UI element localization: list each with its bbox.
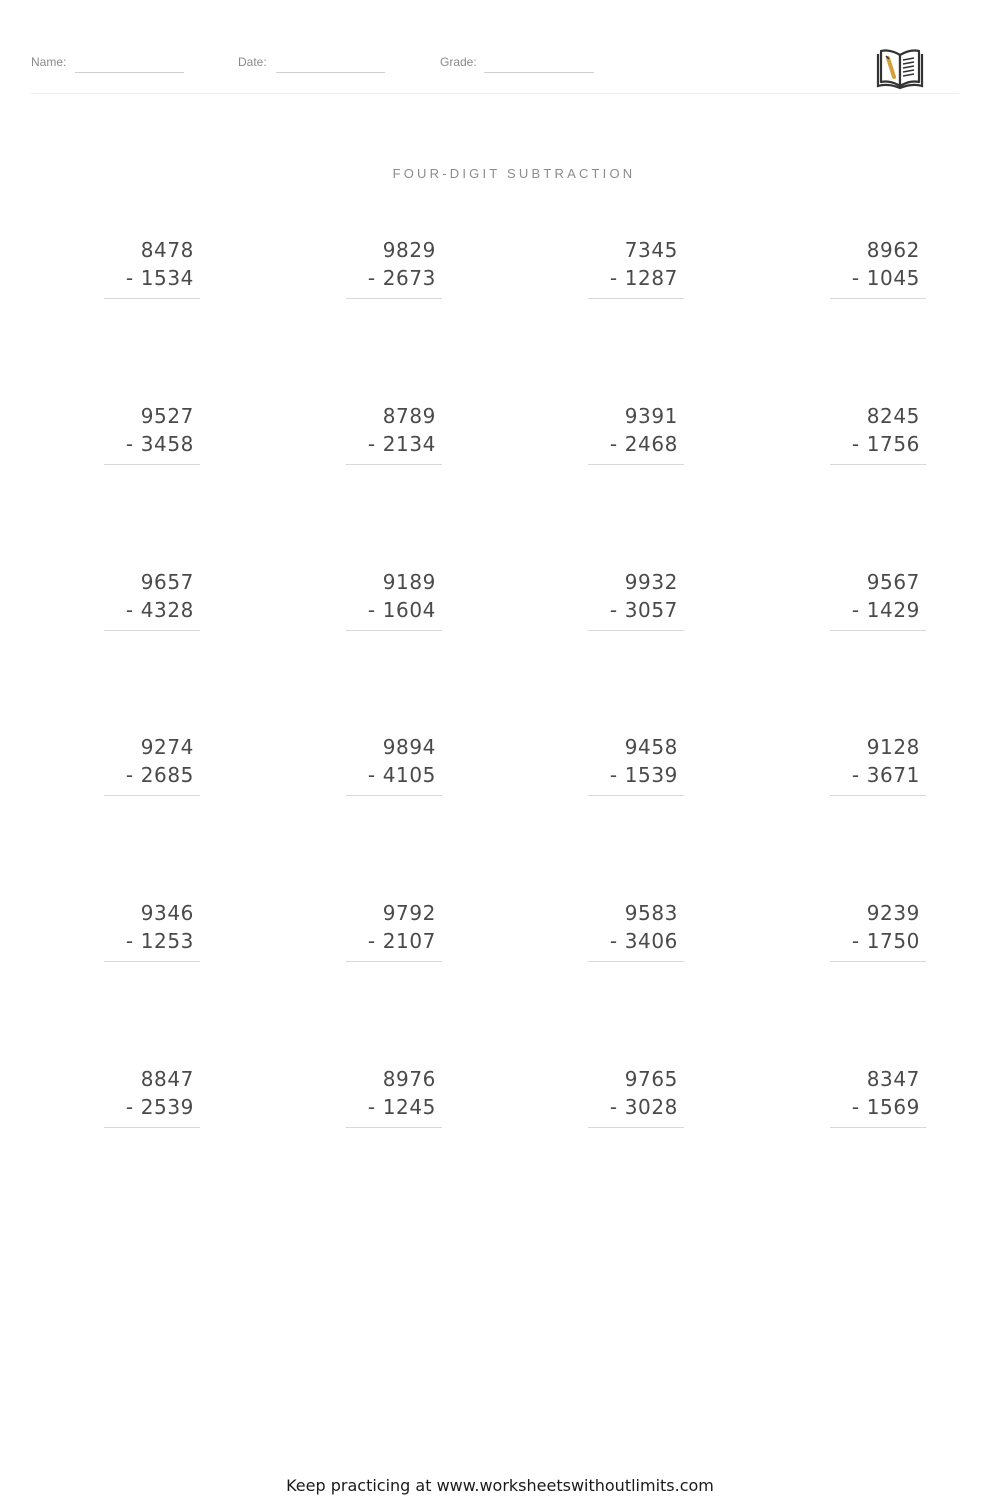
minuend: 8245 (866, 404, 920, 428)
subtrahend: - 1569 (851, 1095, 920, 1119)
answer-line[interactable] (830, 464, 926, 465)
subtraction-problem (104, 404, 200, 474)
subtraction-problem (346, 1067, 442, 1137)
subtraction-problem (104, 1067, 200, 1137)
subtraction-problem (104, 735, 200, 805)
subtraction-problem (588, 901, 684, 971)
minuend: 9567 (866, 570, 920, 594)
answer-line[interactable] (588, 630, 684, 631)
minuend: 9458 (624, 735, 678, 759)
subtraction-problem (830, 1067, 926, 1137)
answer-line[interactable] (830, 298, 926, 299)
subtraction-problem (346, 901, 442, 971)
answer-line[interactable] (346, 464, 442, 465)
answer-line[interactable] (104, 298, 200, 299)
minuend: 9765 (624, 1067, 678, 1091)
subtrahend: - 2685 (125, 763, 194, 787)
subtraction-problem (588, 238, 684, 308)
minuend: 9583 (624, 901, 678, 925)
subtrahend: - 1253 (125, 929, 194, 953)
answer-line[interactable] (104, 1127, 200, 1128)
subtraction-problem (830, 735, 926, 805)
subtrahend: - 3028 (609, 1095, 678, 1119)
worksheet-title: FOUR-DIGIT SUBTRACTION (392, 166, 636, 181)
minuend: 8347 (866, 1067, 920, 1091)
subtraction-problem (346, 735, 442, 805)
subtrahend: - 1045 (851, 266, 920, 290)
subtraction-problem (830, 238, 926, 308)
subtrahend: - 1245 (367, 1095, 436, 1119)
subtrahend: - 3671 (851, 763, 920, 787)
answer-line[interactable] (830, 795, 926, 796)
minuend: 9239 (866, 901, 920, 925)
answer-line[interactable] (104, 464, 200, 465)
answer-line[interactable] (104, 630, 200, 631)
subtrahend: - 2673 (367, 266, 436, 290)
subtrahend: - 4105 (367, 763, 436, 787)
minuend: 9128 (866, 735, 920, 759)
subtraction-problem (830, 570, 926, 640)
subtraction-problem (830, 901, 926, 971)
subtrahend: - 1750 (851, 929, 920, 953)
minuend: 8962 (866, 238, 920, 262)
answer-line[interactable] (588, 795, 684, 796)
answer-line[interactable] (346, 961, 442, 962)
subtraction-problem (104, 570, 200, 640)
subtraction-problem (588, 735, 684, 805)
footer-text: Keep practicing at www.worksheetswithoutlimits.com (286, 1476, 714, 1495)
subtrahend: - 1534 (125, 266, 194, 290)
subtrahend: - 3057 (609, 598, 678, 622)
subtraction-problem (588, 404, 684, 474)
subtraction-problem (346, 238, 442, 308)
subtrahend: - 2134 (367, 432, 436, 456)
subtraction-problem (588, 570, 684, 640)
minuend: 9189 (382, 570, 436, 594)
subtrahend: - 3406 (609, 929, 678, 953)
grade-label: Grade: (440, 55, 477, 69)
answer-line[interactable] (346, 795, 442, 796)
subtraction-problem (104, 901, 200, 971)
minuend: 9527 (140, 404, 194, 428)
answer-line[interactable] (104, 795, 200, 796)
minuend: 9274 (140, 735, 194, 759)
answer-line[interactable] (588, 961, 684, 962)
answer-line[interactable] (588, 298, 684, 299)
subtraction-problem (346, 570, 442, 640)
answer-line[interactable] (830, 630, 926, 631)
answer-line[interactable] (104, 961, 200, 962)
minuend: 9894 (382, 735, 436, 759)
answer-line[interactable] (830, 1127, 926, 1128)
answer-line[interactable] (588, 1127, 684, 1128)
answer-line[interactable] (830, 961, 926, 962)
subtraction-problem (830, 404, 926, 474)
subtrahend: - 1756 (851, 432, 920, 456)
subtrahend: - 2107 (367, 929, 436, 953)
date-label: Date: (238, 55, 267, 69)
subtrahend: - 1287 (609, 266, 678, 290)
answer-line[interactable] (346, 1127, 442, 1128)
minuend: 8789 (382, 404, 436, 428)
subtraction-problem (104, 238, 200, 308)
minuend: 7345 (624, 238, 678, 262)
minuend: 9932 (624, 570, 678, 594)
subtrahend: - 1429 (851, 598, 920, 622)
minuend: 9657 (140, 570, 194, 594)
subtraction-problem (588, 1067, 684, 1137)
subtrahend: - 3458 (125, 432, 194, 456)
minuend: 9346 (140, 901, 194, 925)
subtrahend: - 2539 (125, 1095, 194, 1119)
subtrahend: - 2468 (609, 432, 678, 456)
minuend: 9829 (382, 238, 436, 262)
minuend: 8478 (140, 238, 194, 262)
answer-line[interactable] (346, 630, 442, 631)
minuend: 9391 (624, 404, 678, 428)
answer-line[interactable] (346, 298, 442, 299)
subtrahend: - 1539 (609, 763, 678, 787)
subtrahend: - 1604 (367, 598, 436, 622)
subtrahend: - 4328 (125, 598, 194, 622)
name-label: Name: (31, 55, 67, 69)
minuend: 8847 (140, 1067, 194, 1091)
subtraction-problem (346, 404, 442, 474)
minuend: 8976 (382, 1067, 436, 1091)
minuend: 9792 (382, 901, 436, 925)
answer-line[interactable] (588, 464, 684, 465)
